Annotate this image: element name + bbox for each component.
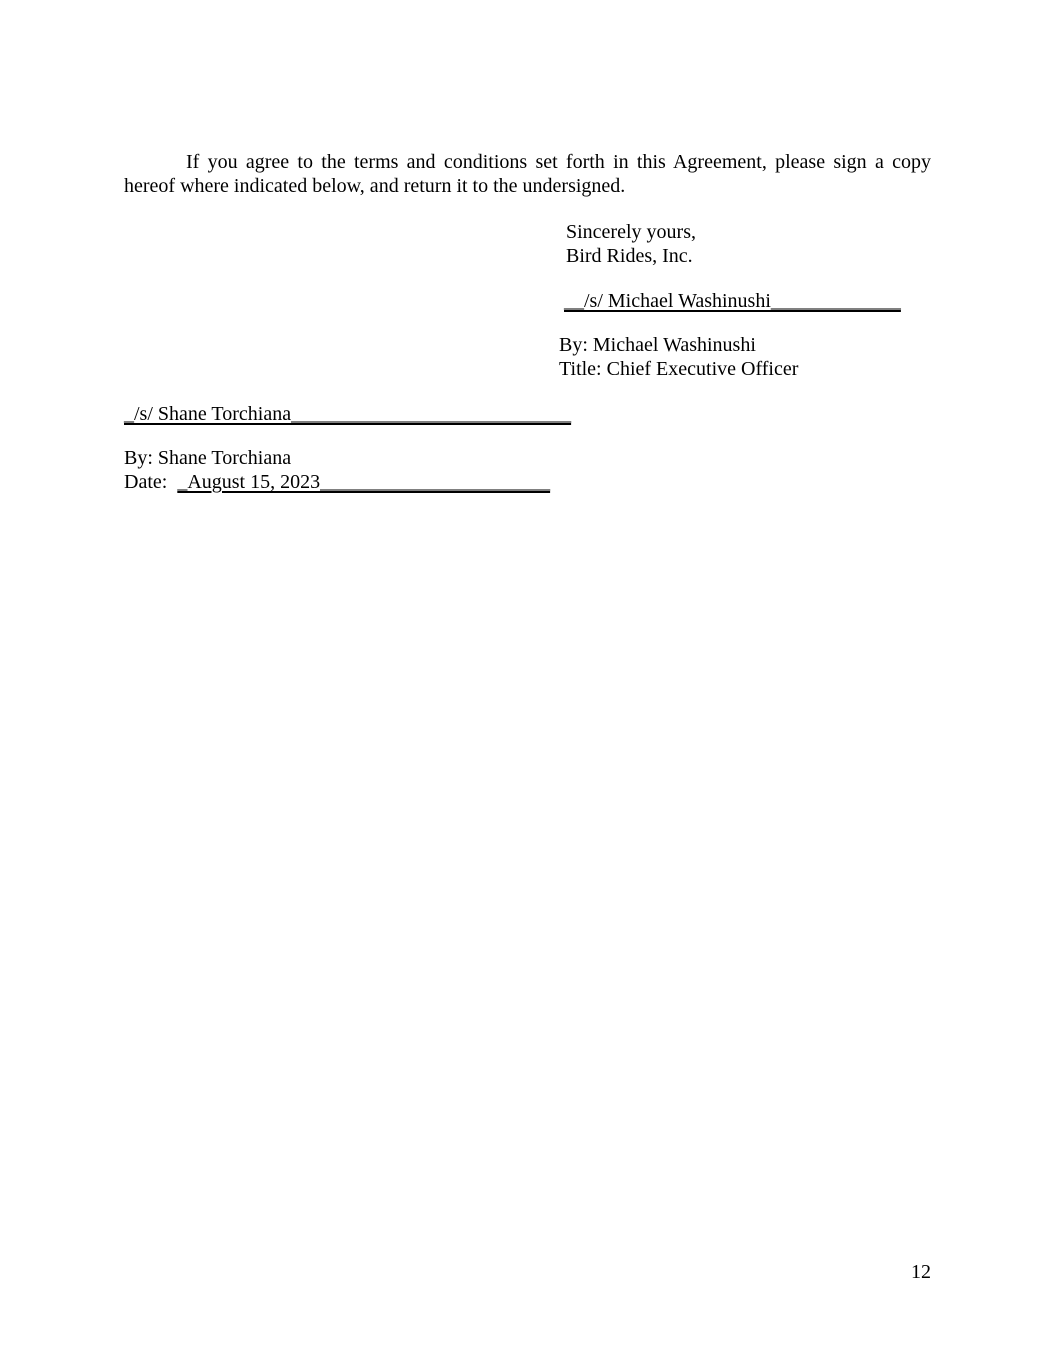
date-label: Date: (124, 471, 178, 493)
agreement-paragraph: If you agree to the terms and conditions set forth in this Agreement, please sign a copy hereof where indicated below, and return it to the undersigned. (124, 151, 931, 197)
date-value: _August 15, 2023_______________________ (177, 471, 551, 493)
counterparty-signature-line: _/s/ Shane Torchiana____________________________ (124, 403, 572, 425)
company-name: Bird Rides, Inc. (566, 245, 693, 267)
company-signer-title: Title: Chief Executive Officer (559, 358, 799, 380)
company-signature-line: __/s/ Michael Washinushi_____________ (564, 290, 901, 312)
company-signer-name: By: Michael Washinushi (559, 334, 756, 356)
closing-salutation: Sincerely yours, (566, 221, 696, 243)
page-number: 12 (911, 1261, 931, 1283)
counterparty-signer-name: By: Shane Torchiana (124, 447, 292, 469)
signature-date (124, 470, 550, 494)
